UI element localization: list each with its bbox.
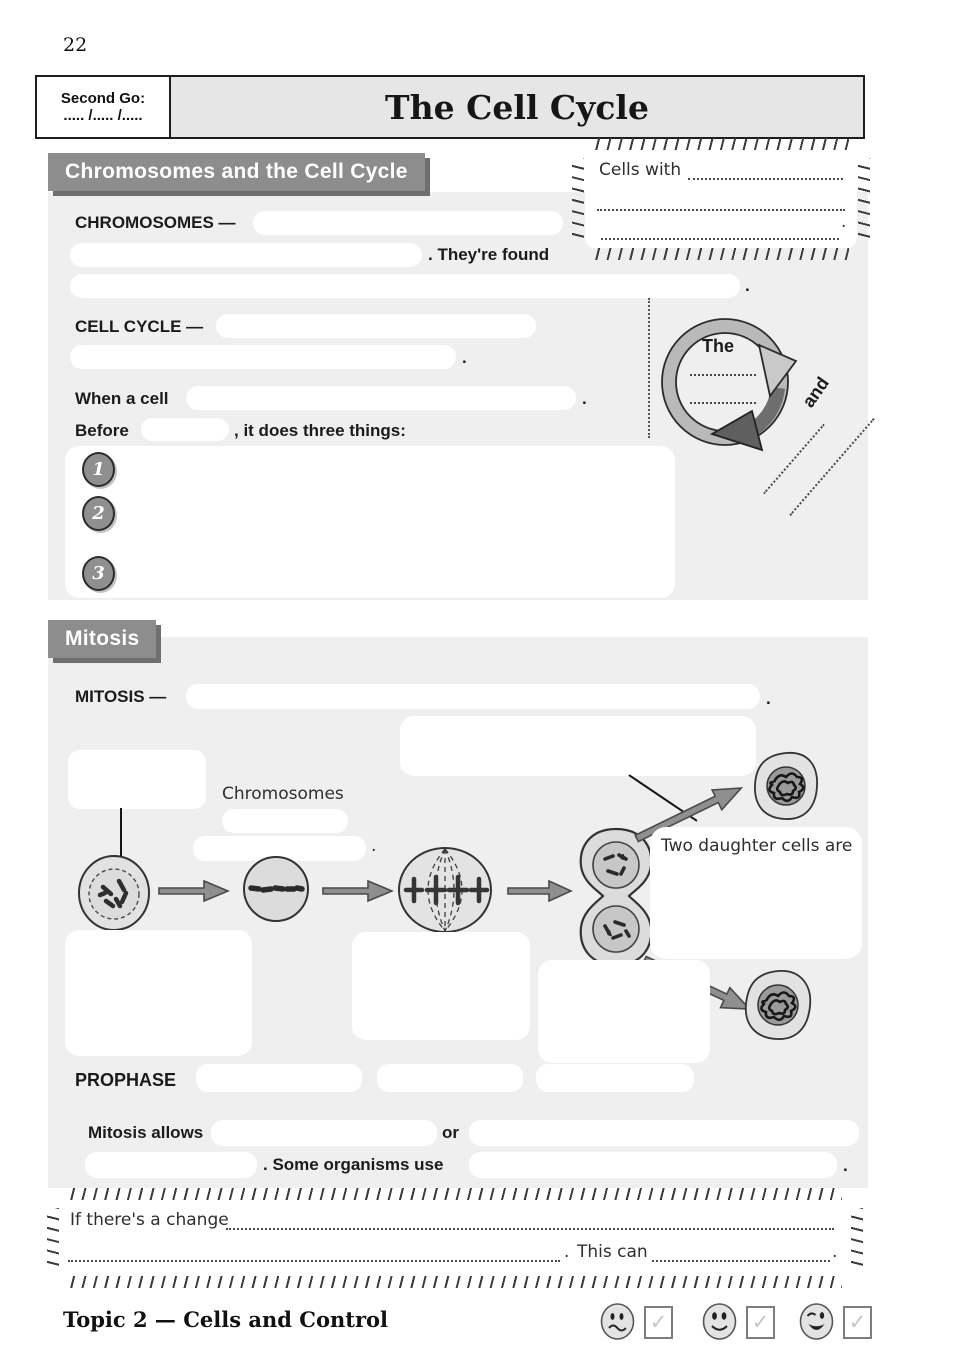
cells-with-note bbox=[585, 150, 857, 248]
arrow-right-icon-2 bbox=[322, 879, 394, 903]
stage-description-blank-2[interactable] bbox=[352, 932, 530, 1040]
hatch-border-top bbox=[593, 138, 849, 150]
cycle-the-label: The bbox=[702, 336, 735, 356]
mood-sad-icon bbox=[600, 1303, 635, 1340]
step-1-number: 1 bbox=[92, 459, 105, 480]
section-mitosis-heading: Mitosis bbox=[48, 620, 156, 658]
hatch-border-right-2 bbox=[851, 1208, 863, 1268]
mood-checkbox-3[interactable] bbox=[843, 1306, 872, 1339]
section-chromosomes-heading: Chromosomes and the Cell Cycle bbox=[48, 153, 425, 191]
cell-cycle-blank-1[interactable] bbox=[216, 314, 536, 338]
dotted-divider-line bbox=[648, 298, 650, 438]
cell-stage-3-icon bbox=[397, 845, 494, 935]
mitosis-allows-blank-2[interactable] bbox=[469, 1120, 859, 1146]
second-go-label: Second Go: bbox=[60, 90, 146, 107]
hatch-border-left bbox=[572, 158, 584, 240]
arrow-right-icon-1 bbox=[158, 879, 230, 903]
chromosomes-blank-1[interactable] bbox=[253, 211, 563, 235]
some-organisms-label: . Some organisms use bbox=[263, 1155, 444, 1174]
before-label: Before bbox=[75, 421, 129, 440]
footer-topic: Topic 2 — Cells and Control bbox=[63, 1307, 388, 1332]
second-go-box bbox=[37, 77, 171, 137]
prophase-label: PROPHASE bbox=[75, 1070, 177, 1090]
change-period-2: . bbox=[832, 1242, 838, 1262]
anaphase-label-blank[interactable] bbox=[400, 716, 756, 776]
step-3-number: 3 bbox=[92, 563, 105, 584]
cells-with-period: . bbox=[841, 212, 847, 232]
step-2-badge bbox=[82, 496, 115, 531]
cells-with-label: Cells with bbox=[599, 160, 682, 180]
three-things-label: , it does three things: bbox=[234, 421, 406, 440]
change-line-3[interactable] bbox=[652, 1244, 830, 1262]
mood-checkbox-2[interactable] bbox=[746, 1306, 775, 1339]
chromosomes-period: . bbox=[745, 276, 750, 295]
mood-neutral-icon bbox=[702, 1303, 737, 1340]
cell-cycle-period: . bbox=[462, 348, 467, 367]
chromosomes-caption: Chromosomes bbox=[222, 784, 344, 804]
cycle-and-label: and bbox=[798, 373, 833, 412]
chromosomes-term-label: CHROMOSOMES — bbox=[75, 213, 236, 232]
change-period-1: . bbox=[564, 1242, 570, 1262]
check-mark-2: ✓ bbox=[751, 1311, 770, 1334]
theyre-found-label: . They're found bbox=[428, 245, 550, 264]
or-label: or bbox=[442, 1123, 459, 1142]
prophase-blank-1[interactable] bbox=[196, 1064, 362, 1092]
hatch-border-right bbox=[858, 158, 870, 240]
mitosis-allows-label: Mitosis allows bbox=[88, 1123, 204, 1142]
cell-cycle-term-label: CELL CYCLE — bbox=[75, 317, 204, 336]
if-change-label: If there's a change bbox=[70, 1210, 229, 1230]
mitosis-blank[interactable] bbox=[186, 684, 760, 709]
nucleus-label-blank[interactable] bbox=[68, 750, 206, 809]
chromosomes-caption-period: . bbox=[371, 836, 377, 856]
prophase-blank-2[interactable] bbox=[377, 1064, 523, 1092]
change-line-2[interactable] bbox=[68, 1244, 560, 1262]
cell-stage-2-icon bbox=[242, 855, 310, 923]
stage-description-blank-1[interactable] bbox=[65, 930, 252, 1056]
cell-cycle-blank-2[interactable] bbox=[70, 345, 456, 369]
step-3-badge bbox=[82, 556, 115, 591]
daughter-cell-bottom-icon bbox=[742, 968, 814, 1042]
arrow-right-icon-3 bbox=[507, 879, 573, 903]
hatch-border-bottom-2 bbox=[68, 1276, 842, 1288]
chromosomes-blank-2[interactable] bbox=[70, 243, 422, 267]
change-note-box bbox=[60, 1200, 850, 1276]
step-1-badge bbox=[82, 452, 115, 487]
mitosis-term-label: MITOSIS — bbox=[75, 687, 167, 706]
some-organisms-period: . bbox=[843, 1156, 848, 1175]
hatch-border-top-2 bbox=[68, 1188, 842, 1200]
mitosis-period: . bbox=[766, 689, 771, 708]
two-daughter-cells-label: Two daughter cells are bbox=[661, 836, 853, 856]
chromosomes-blank-3[interactable] bbox=[70, 274, 740, 298]
cycle-blank-line-1[interactable] bbox=[690, 374, 756, 376]
check-mark-3: ✓ bbox=[848, 1311, 867, 1334]
cell-stage-1-icon bbox=[76, 853, 152, 933]
prophase-blank-3[interactable] bbox=[536, 1064, 694, 1092]
check-mark-1: ✓ bbox=[649, 1311, 668, 1334]
steps-box[interactable] bbox=[65, 446, 675, 598]
mitosis-allows-blank-3[interactable] bbox=[85, 1152, 257, 1178]
when-a-cell-blank[interactable] bbox=[186, 386, 576, 410]
stage-description-blank-3[interactable] bbox=[538, 960, 710, 1063]
change-line-1[interactable] bbox=[226, 1212, 834, 1230]
cells-with-line-3[interactable] bbox=[601, 222, 839, 240]
daughter-cell-top-icon bbox=[752, 750, 820, 822]
mitosis-allows-blank-1[interactable] bbox=[211, 1120, 437, 1146]
hatch-border-left-2 bbox=[47, 1208, 59, 1268]
this-can-label: This can bbox=[577, 1242, 648, 1262]
mood-happy-icon bbox=[799, 1303, 834, 1340]
chromosomes-caption-blank-1[interactable] bbox=[222, 809, 348, 833]
before-blank[interactable] bbox=[141, 418, 229, 441]
cell-cycle-diagram-icon bbox=[652, 312, 827, 457]
mood-checkbox-1[interactable] bbox=[644, 1306, 673, 1339]
second-go-dates[interactable]: ..... /..... /..... bbox=[63, 107, 143, 124]
some-organisms-blank[interactable] bbox=[469, 1152, 837, 1178]
cycle-blank-line-2[interactable] bbox=[690, 402, 756, 404]
when-a-cell-period: . bbox=[582, 389, 587, 408]
cells-with-line-1[interactable] bbox=[688, 162, 843, 180]
page-title: The Cell Cycle bbox=[385, 87, 649, 127]
step-2-number: 2 bbox=[92, 503, 105, 524]
nucleus-pointer-line bbox=[120, 808, 122, 858]
cells-with-line-2[interactable] bbox=[597, 193, 845, 211]
page-number: 22 bbox=[63, 34, 88, 56]
when-a-cell-label: When a cell bbox=[75, 389, 169, 408]
title-bar bbox=[35, 75, 865, 139]
hatch-border-bottom bbox=[593, 248, 849, 260]
